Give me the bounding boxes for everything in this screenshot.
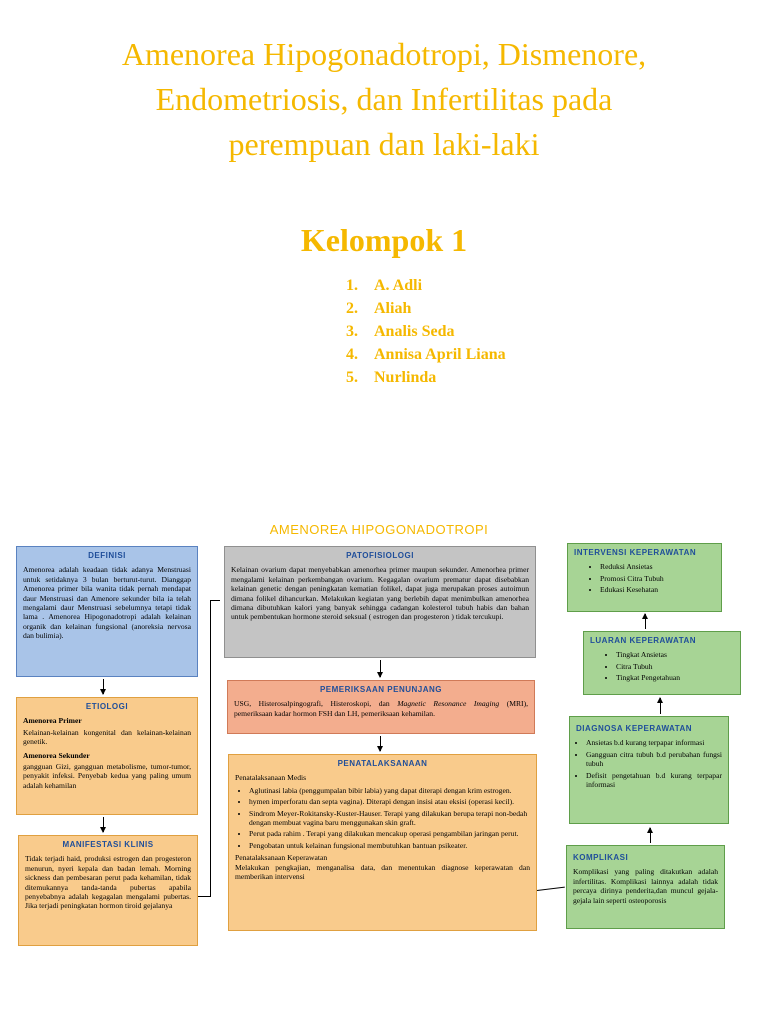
amenorea-sekunder-label: Amenorea Sekunder	[23, 750, 90, 760]
intervensi-box	[567, 543, 722, 612]
penatalaksanaan-heading: PENATALAKSANAAN	[337, 759, 428, 768]
document-title	[20, 32, 748, 167]
definisi-heading: DEFINISI	[88, 551, 126, 560]
luaran-list	[590, 650, 734, 682]
list-item: • Tingkat Ansietas	[616, 650, 734, 659]
manifestasi-heading: MANIFESTASI KLINIS	[62, 840, 154, 849]
member-item: 2. Aliah	[346, 300, 412, 317]
pemeriksaan-text: USG, Histerosalpingografi, Histeroskopi, dan Magnetic Resonance Imaging (MRI), pemeriksaan kadar hormon FSH dan LH, pemeriksaan kehamilan.	[234, 699, 529, 718]
penatalaksanaan-box	[228, 754, 537, 931]
connector-to-komplikasi	[537, 887, 565, 891]
komplikasi-box	[566, 845, 725, 929]
penatalaksanaan-keperawatan-text: Melakukan pengkajian, menganalisa data, dan menentukan diagnose keperawatan dan memberikan intervensi	[235, 862, 530, 882]
amenorea-primer-label: Amenorea Primer	[23, 716, 82, 726]
komplikasi-heading: KOMPLIKASI	[573, 853, 629, 862]
definisi-box	[16, 546, 198, 677]
manifestasi-box	[18, 835, 198, 946]
penatalaksanaan-medis-label: Penatalaksanaan Medis	[235, 773, 307, 783]
arrow-patofisiologi-to-pemeriksaan	[380, 660, 381, 677]
diagnosa-box	[569, 716, 729, 824]
list-item: • Gangguan citra tubuh b.d perubahan fungsi tubuh	[586, 750, 722, 769]
list-item: • Sindrom Meyer-Rokitansky-Kuster-Hauser. Terapi yang dilakukan berupa terapi non-bedah dengan membuat vagina baru menggunakan skin graft.	[249, 809, 530, 828]
title-line-2: Endometriosis, dan Infertilitas pada	[155, 81, 613, 117]
arrow-etiologi-to-manifestasi	[103, 817, 104, 832]
concept-map-title: AMENOREA HIPOGONADOTROPI	[269, 522, 489, 537]
intervensi-list	[574, 562, 715, 594]
amenorea-primer-text: Kelainan-kelainan kongenital dan kelainan-kelainan genetik.	[23, 727, 191, 747]
pemeriksaan-heading: PEMERIKSAAN PENUNJANG	[319, 685, 443, 694]
patofisiologi-text: Kelainan ovarium dapat menyebabkan amenorhea primer maupun sekunder. Amenorhea primer mengalami kelainan perkembangan ovarium. Kegagalan ovarium prematur dapat disebabkan kelainan genetic dengan peningkatan kematian folikel, dapat juga merupakan proses autoimun dimana folikel dihancurkan. Melakukan kegiatan yang berlebih dapat menimbulkan amenorhea dimana dibutuhkan kalori yang banyak sehingga cadangan kolesterol tubuh habis dan bahan untuk pembentukan hormone steroid seksual ( estrogen dan progesteron ) tidak tercukupi.	[231, 565, 529, 622]
patofisiologi-box	[224, 546, 536, 658]
arrow-luaran-to-intervensi	[645, 614, 646, 629]
title-line-3: perempuan dan laki-laki	[228, 126, 540, 162]
luaran-heading: LUARAN KEPERAWATAN	[590, 636, 697, 645]
arrow-komplikasi-to-diagnosa	[650, 828, 651, 843]
patofisiologi-heading: PATOFISIOLOGI	[346, 551, 414, 560]
penatalaksanaan-keperawatan-label: Penatalaksanaan Keperawatan	[235, 853, 328, 863]
intervensi-heading: INTERVENSI KEPERAWATAN	[574, 548, 697, 557]
list-item: • Edukasi Kesehatan	[600, 585, 715, 594]
arrow-pemeriksaan-to-penatalaksanaan	[380, 736, 381, 751]
luaran-box	[583, 631, 741, 695]
komplikasi-text: Komplikasi yang paling ditakutkan adalah infertilitas. Komplikasi lainnya adalah tidak percaya dirinya penderita,dan muncul gejala-gejala lain seperti osteoporosis	[573, 867, 718, 905]
member-item: 4. Annisa April Liana	[346, 346, 506, 363]
list-item: • Promosi Citra Tubuh	[600, 574, 715, 583]
member-item: 5. Nurlinda	[346, 369, 437, 386]
amenorea-sekunder-text: gangguan Gizi, gangguan metabolisme, tumor-tumor, penyakit infeksi. Penyebab kedua yang paling umum adalah kehamilan	[23, 762, 191, 790]
connector-to-patofisiologi	[210, 600, 220, 601]
arrow-diagnosa-to-luaran	[660, 698, 661, 714]
penatalaksanaan-medis-list	[235, 786, 530, 850]
member-list	[346, 274, 506, 389]
arrow-definisi-to-etiologi	[103, 679, 104, 694]
member-item: 3. Analis Seda	[346, 323, 455, 340]
group-heading: Kelompok 1	[300, 222, 468, 258]
manifestasi-text: Tidak terjadi haid, produksi estrogen dan progesteron menurun, nyeri kepala dan badan lemah. Morning sickness dan pembesaran perut pada kehamilan, tidak ditemukannya tanda-tanda pubertas apabila penyebabnya adalah kegagalan mengalami pubertas. Jika terjadi peningkatan hormon tiroid gejalanya	[25, 854, 191, 911]
definisi-text: Amenorea adalah keadaan tidak adanya Menstruasi untuk setidaknya 3 bulan berturut-turut. Dianggap Amenorea primer bila wanita tidak pernah mendapat daur Menstruasi dan Amenore sekunder bila ia telah mengalami daur Menstruasi sebelumnya tetapi tidak lama . Amenorea Hipogonadotropi adalah kelainan organik dan kelainan fungsional (anoreksia nervosa dan bulimia).	[23, 565, 191, 641]
list-item: • Pengobatan untuk kelainan fungsional membutuhkan bantuan psikeater.	[249, 841, 530, 850]
etiologi-heading: ETIOLOGI	[85, 702, 129, 711]
etiologi-box	[16, 697, 198, 815]
list-item: • Citra Tubuh	[616, 662, 734, 671]
diagnosa-heading: DIAGNOSA KEPERAWATAN	[576, 724, 693, 733]
connector-manifestasi	[198, 896, 210, 897]
title-line-1: Amenorea Hipogonadotropi, Dismenore,	[121, 36, 647, 72]
list-item: • Tingkat Pengetahuan	[616, 673, 734, 682]
list-item: • Aglutinasi labia (penggumpalan bibir labia) yang dapat diterapi dengan krim estrogen.	[249, 786, 530, 795]
list-item: • Ansietas b.d kurang terpapar informasi	[586, 738, 722, 747]
diagnosa-list	[576, 738, 722, 789]
pemeriksaan-box	[227, 680, 535, 734]
connector-vertical	[210, 600, 211, 897]
list-item: • Perut pada rahim . Terapi yang dilakukan mencakup operasi pengambilan jaringan perut.	[249, 829, 530, 838]
list-item: • Defisit pengetahuan b.d kurang terpapar informasi	[586, 771, 722, 790]
list-item: • hymen imperforatu dan septa vagina). Diterapi dengan insisi atau eksisi (operasi kecil).	[249, 797, 530, 806]
list-item: • Reduksi Ansietas	[600, 562, 715, 571]
member-item: 1. A. Adli	[346, 277, 423, 294]
